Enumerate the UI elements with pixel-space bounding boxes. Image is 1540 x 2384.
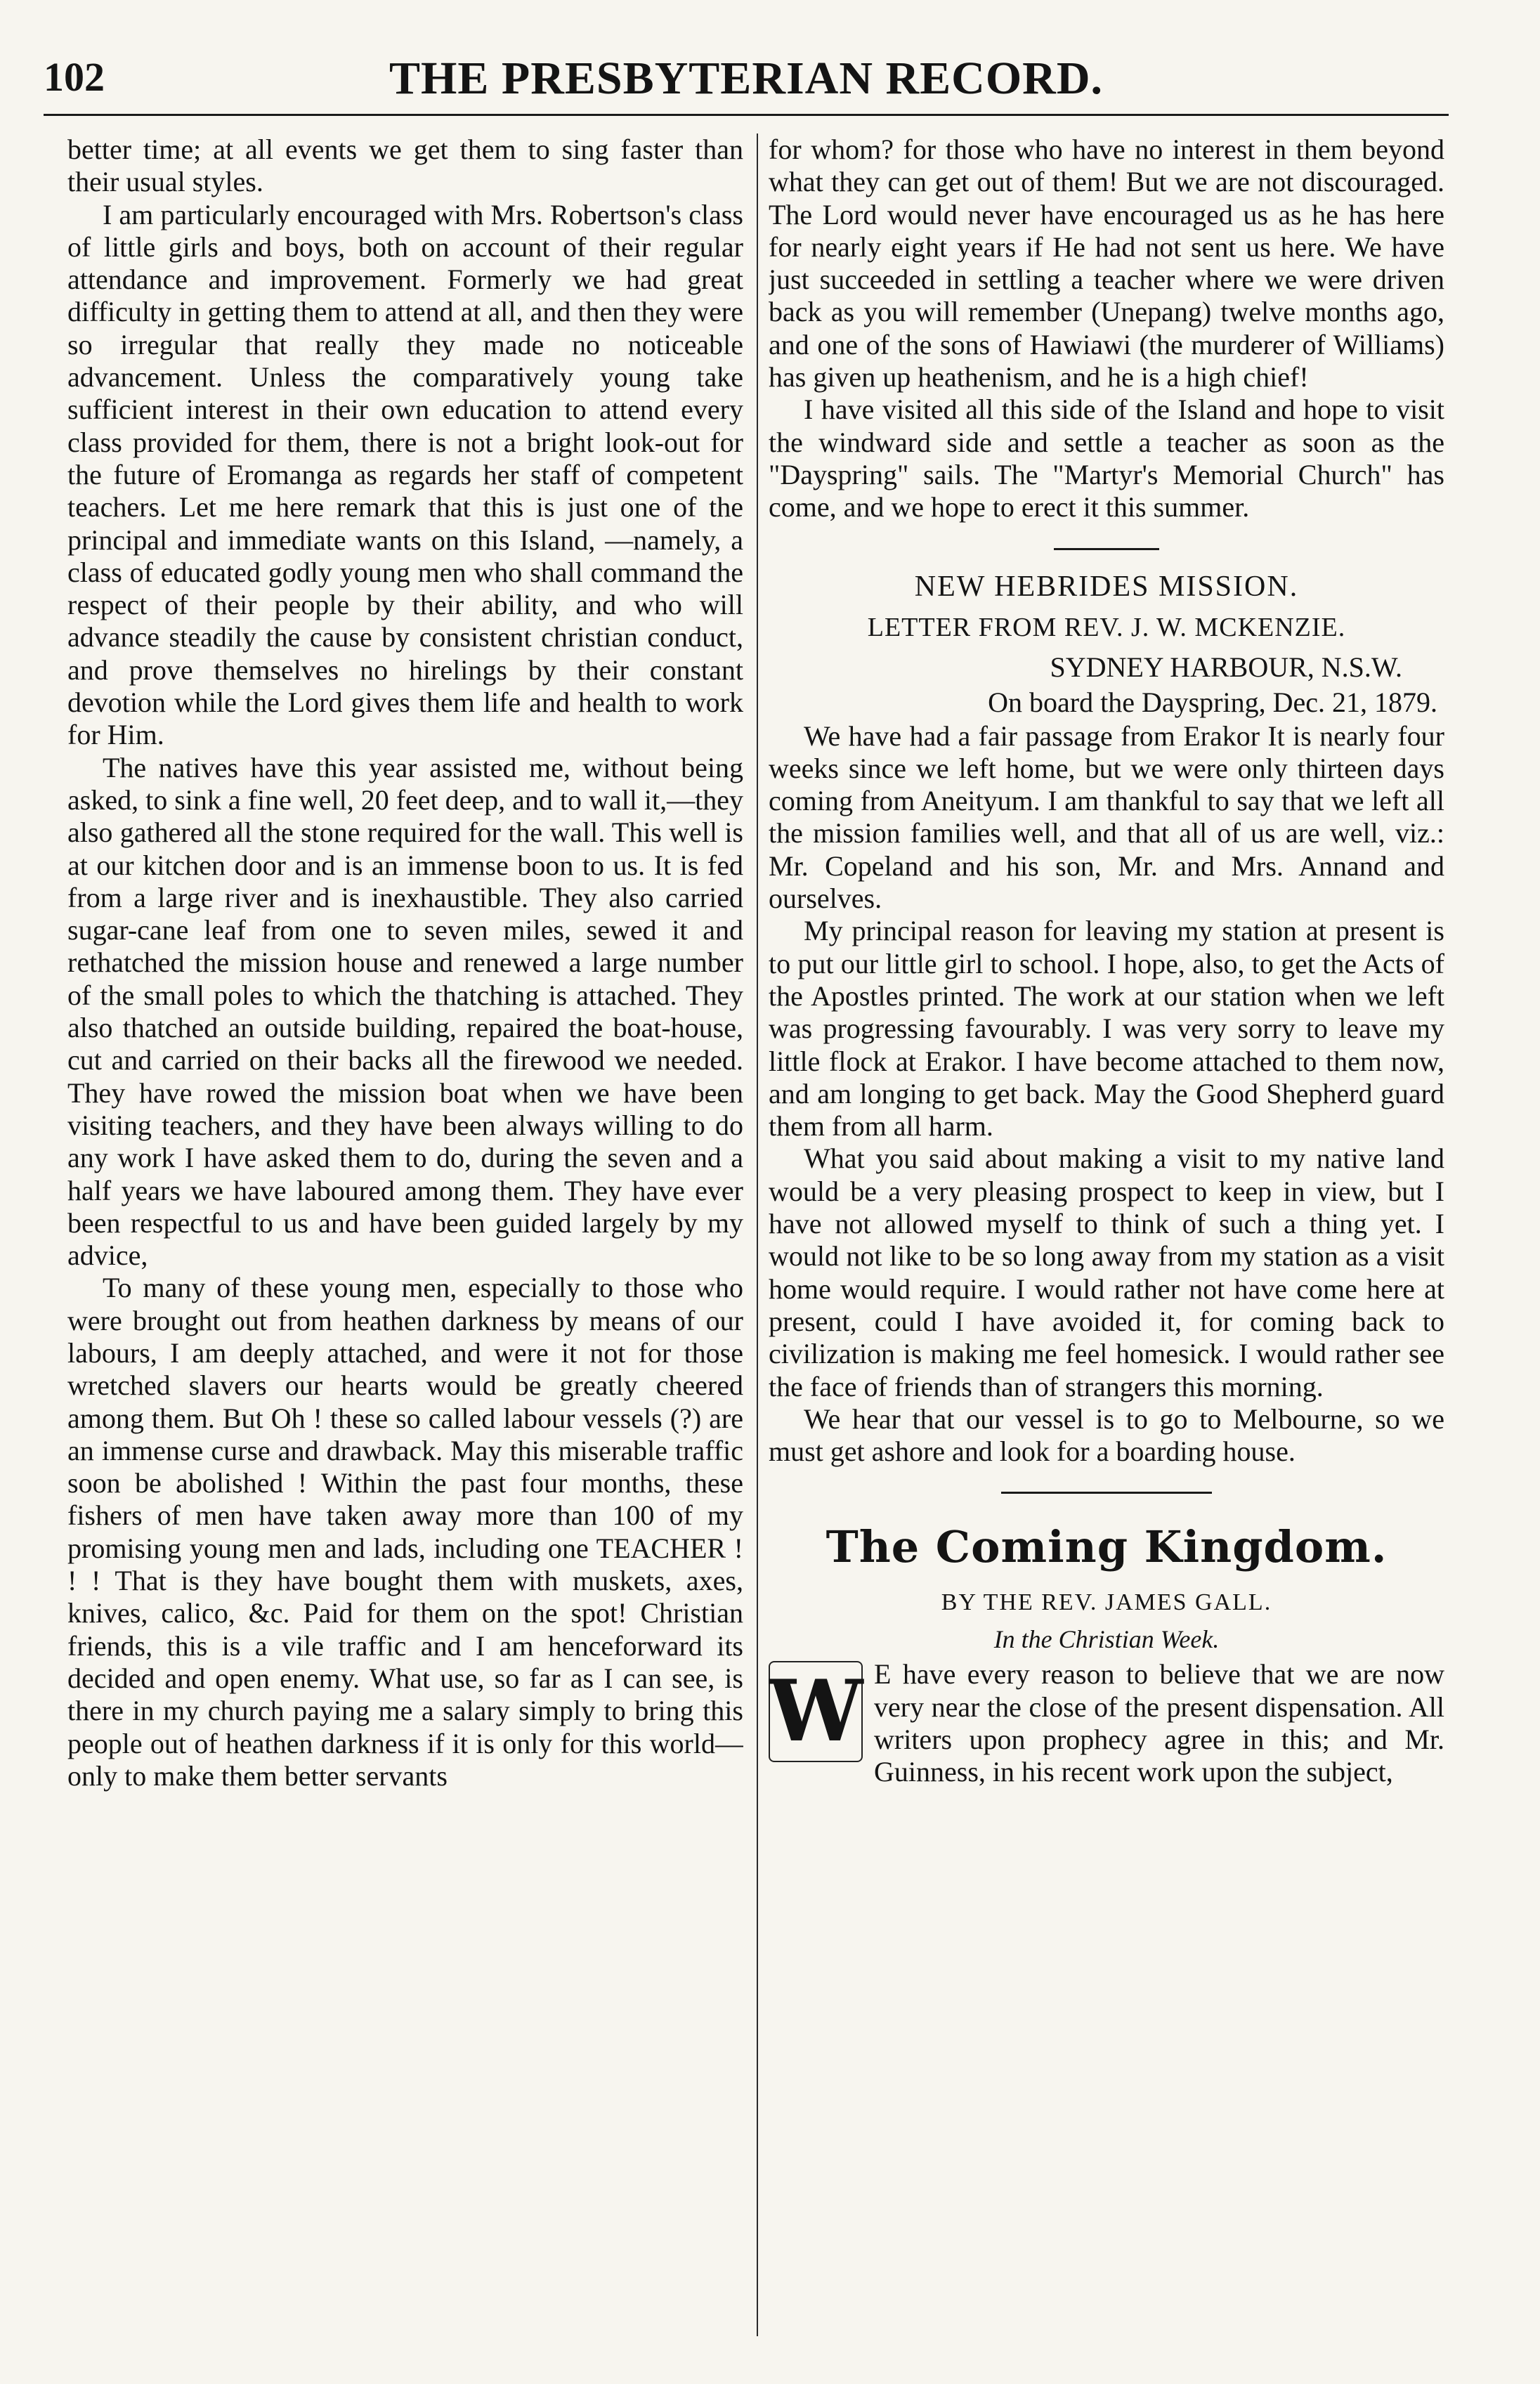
right-paragraph-1: for whom? for those who have no interest in them beyond what they can get out of them! But we are not discouraged. The Lord would never have encouraged us as he has here for nearly eight years if He had not sent us here. We have just succeeded in settling a teacher where we were driven back as you will remember (Unepang) twelve months ago, and one of the sons of Hawiawi (the murderer of Williams) has given up heathenism, and he is a high chief!	[769, 133, 1444, 393]
column-divider	[757, 133, 758, 2336]
dropcap-letter: W	[769, 1662, 863, 1761]
article-source: In the Christian Week.	[993, 1625, 1220, 1654]
right-paragraph-6: We hear that our vessel is to go to Melbourne, so we must get ashore and look for a boarding house.	[769, 1402, 1444, 1468]
article-opening	[769, 1658, 1444, 1788]
right-paragraph-2: I have visited all this side of the Island and hope to visit the windward side and settle a teacher as soon as the "Dayspring" sails. The "Martyr's Memorial Church" has come, and we hope to erect it this summer.	[769, 393, 1444, 523]
section-subtitle: LETTER FROM REV. J. W. MCKENZIE.	[867, 612, 1346, 642]
right-paragraph-7: E have every reason to believe that we are now very near the close of the present dispensation. All writers upon prophecy agree in this; and Mr. Guinness, in his recent work upon the subject,	[874, 1658, 1444, 1788]
header-rule	[44, 114, 1449, 116]
left-paragraph-1: better time; at all events we get them to sing faster than their usual styles.	[67, 133, 743, 198]
page-header	[44, 49, 1449, 114]
right-paragraph-5: What you said about making a visit to my native land would be a very pleasing prospect to keep in view, but I have not allowed myself to think of such a thing yet. I would not like to be so long away from my station as a visit home would require. I would rather not have come here at present, could I have avoided it, for coming back to civilization is making me feel homesick. I would rather see the face of friends than of strangers this morning.	[769, 1142, 1444, 1402]
left-paragraph-4: To many of these young men, especially to those who were brought out from heathen darkness by means of our labours, I am deeply attached, and were it not for those wretched slavers our hearts would be greatly cheered among them. But Oh ! these so called labour vessels (?) are an immense curse and drawback. May this miserable traffic soon be abolished ! Within the past four months, these fishers of men have taken away more than 100 of my promising young men and lads, including one TEACHER ! ! ! That is they have bought them with muskets, axes, knives, calico, &c. Paid for them on the spot! Christian friends, this is a vile traffic and I am henceforward its decided and open enemy. What use, so far as I can see, is there in my church paying me a salary simply to bring this people out of heathen darkness if it is only for this world—only to make them better servants	[67, 1272, 743, 1792]
section-divider	[1054, 548, 1159, 550]
dateline-place: SYDNEY HARBOUR, N.S.W.	[1050, 651, 1402, 683]
dateline-date: On board the Dayspring, Dec. 21, 1879.	[988, 686, 1437, 718]
right-paragraph-3: We have had a fair passage from Erakor It is nearly four weeks since we left home, but we were only thirteen days coming from Aneityum. I am thankful to say that we left all the mission families well, and that all of us are well, viz.: Mr. Copeland and his son, Mr. and Mrs. Annand and ourselves.	[769, 719, 1444, 915]
section-title: NEW HEBRIDES MISSION.	[914, 570, 1299, 603]
left-column	[67, 133, 743, 2340]
article-byline: BY THE REV. JAMES GALL.	[941, 1589, 1272, 1616]
right-paragraph-4: My principal reason for leaving my station at present is to put our little girl to school. I hope, also, to get the Acts of the Apostles printed. The work at our station when we left was progressing favourably. I was very sorry to leave my little flock at Erakor. I have become attached to them now, and am longing to get back. May the Good Shepherd guard them from all harm.	[769, 915, 1444, 1142]
running-title: THE PRESBYTERIAN RECORD.	[389, 53, 1103, 104]
page-number: 102	[44, 54, 105, 100]
article-divider	[1001, 1492, 1212, 1494]
left-paragraph-3: The natives have this year assisted me, without being asked, to sink a fine well, 20 feet deep, and to wall it,—they also gathered all the stone required for the wall. This well is at our kitchen door and is an immense boon to us. It is fed from a large river and is inexhaustible. They also carried sugar-cane leaf from one to seven miles, sewed it and rethatched the mission house and renewed a large number of the small poles to which the thatching is attached. They also thatched an outside building, repaired the boat-house, cut and carried on their backs all the firewood we needed. They have rowed the mission boat when we have been visiting teachers, and they have been always willing to do any work I have asked them to do, during the seven and a half years we have laboured among them. They have ever been respectful to us and have been guided largely by my advice,	[67, 751, 743, 1272]
left-paragraph-2: I am particularly encouraged with Mrs. Robertson's class of little girls and boys, both on account of their regular attendance and improvement. Formerly we had great difficulty in getting them to attend at all, and then they were so irregular that really they made no noticeable advancement. Unless the comparatively young take sufficient interest in their own education to attend every class provided for them, there is not a bright look-out for the future of Eromanga as regards her staff of competent teachers. Let me here remark that this is just one of the principal and immediate wants on this Island, —namely, a class of educated godly young men who shall command the respect of their people by their ability, and who will advance steadily the cause by consistent christian conduct, and prove themselves no hirelings by their constant devotion while the Lord gives them life and health to work for Him.	[67, 198, 743, 751]
right-column	[769, 133, 1444, 2340]
article-title: The Coming Kingdom.	[826, 1521, 1388, 1573]
